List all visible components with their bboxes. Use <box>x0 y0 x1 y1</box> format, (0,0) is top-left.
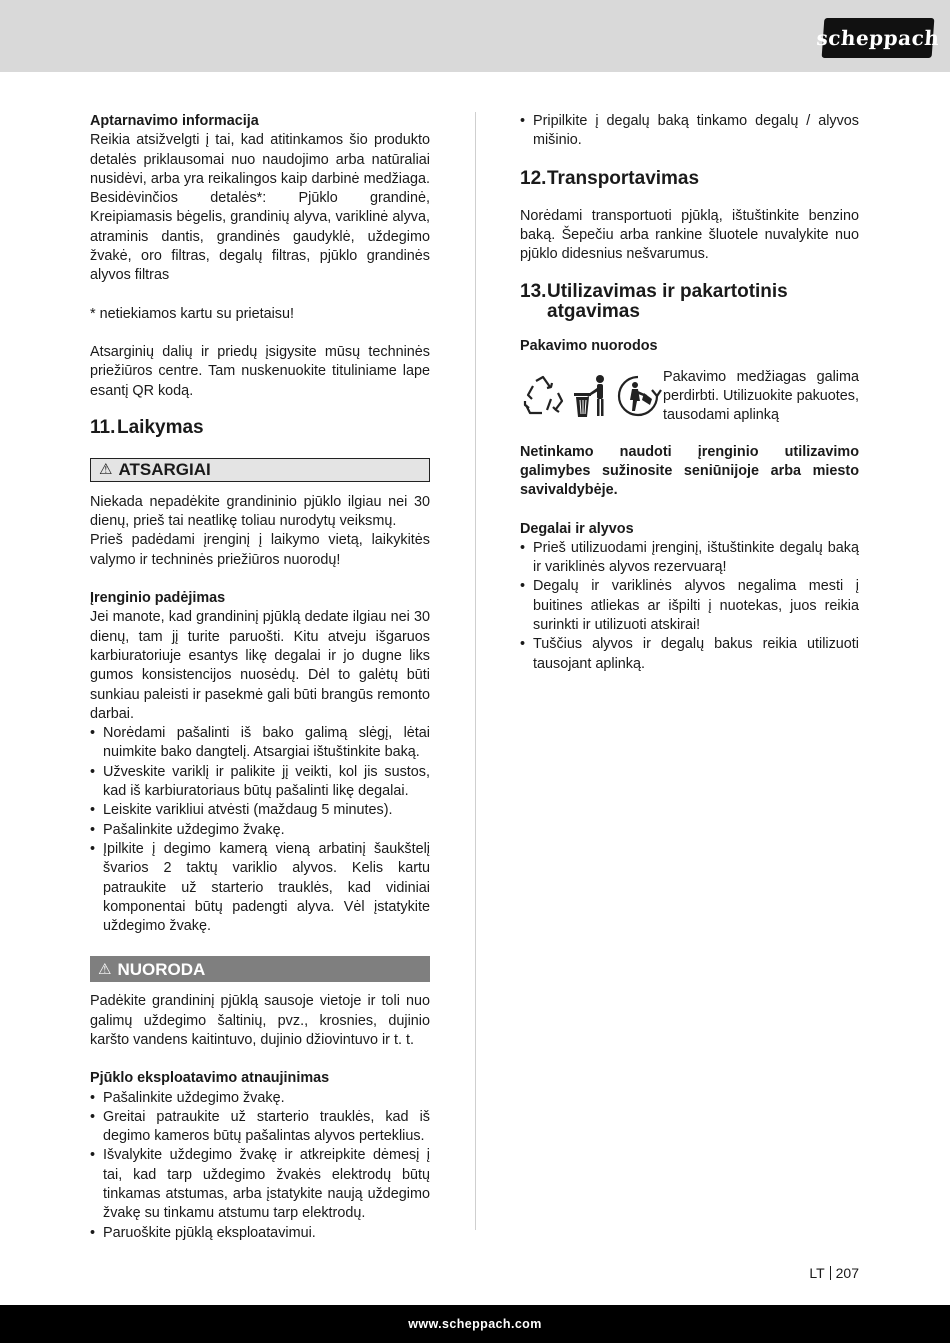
section-12-heading <box>520 169 859 189</box>
list-item: • Užveskite variklį ir palikite jį veikti, kol jis sustos, kad iš karbiuratoriaus būtų pašalinti likę degalai. <box>90 763 430 802</box>
language-code: LT <box>809 1265 825 1281</box>
note-box <box>90 956 430 982</box>
storage-text: Jei manote, kad grandininį pjūklą dedate ilgiau nei 30 dienų, tam jį turite paruošti. Kitu atveju išgaruos karbiuratoriuje esantys likę degalai ir jo dugne liks gumos konsistencijos nuosėdų. Dėl to galėtų būti sunkiau paleisti ir pasekmė gali būti brangūs remonto darbai. <box>90 609 430 722</box>
page-number <box>780 1265 859 1281</box>
list-item: • Degalų ir variklinės alyvos negalima mesti į buitines atliekas ar išpilti į nuotekas, juos reikia surinkti ir utilizuoti atskirai! <box>520 577 859 635</box>
section-title: Utilizavimas ir pakartotinis atgavimas <box>547 281 788 323</box>
list-item: • Norėdami pašalinti iš bako galimą slėgį, lėtai nuimkite bako dangtelį. Atsargiai ištuštinkite baką. <box>90 724 430 763</box>
spare-parts-text: Atsarginių dalių ir priedų įsigysite mūsų techninės priežiūros centre. Tam nuskenuokite tituliniame lape esantį QR kodą. <box>90 343 430 399</box>
page-number-value: 207 <box>835 1265 859 1281</box>
warning-triangle-icon: ⚠ <box>99 461 113 479</box>
fuel-heading: Degalai ir alyvos <box>520 520 634 537</box>
packaging-row <box>520 368 859 426</box>
packaging-heading: Pakavimo nuorodos <box>520 338 658 355</box>
caution-text-2: Prieš padėdami įrenginį į laikymo vietą, laikykitės valymo ir techninės priežiūros nuorodų! <box>90 532 430 568</box>
recommission-heading: Pjūklo eksploatavimo atnaujinimas <box>90 1070 330 1087</box>
warning-triangle-icon: ⚠ <box>98 960 112 978</box>
service-heading: Aptarnavimo informacija <box>90 113 259 129</box>
packaging-icons <box>520 372 663 420</box>
recommission-steps-list <box>90 1089 430 1243</box>
right-column <box>520 112 859 674</box>
list-item: • Pašalinkite uždegimo žvakę. <box>90 1089 430 1108</box>
left-column <box>90 112 430 1243</box>
section-title: Transportavimas <box>547 167 700 189</box>
storage-heading: Įrenginio padėjimas <box>90 590 226 607</box>
section-number: 11. <box>90 416 116 438</box>
disposal-info: Netinkamo naudoti įrenginio utilizavimo galimybes sužinosite seniūnijoje arba miesto savivaldybėje. <box>520 443 859 499</box>
list-item: • Leiskite varikliui atvėsti (maždaug 5 minutes). <box>90 801 430 820</box>
recycle-icon <box>520 373 566 419</box>
section-number: 13. <box>520 281 547 303</box>
list-item: • Tuščius alyvos ir degalų bakus reikia utilizuoti tausojant aplinką. <box>520 635 859 674</box>
website-link[interactable]: www.scheppach.com <box>408 1317 542 1331</box>
header-bar <box>0 0 950 72</box>
caution-label: ATSARGIAI <box>118 460 211 480</box>
packaging-text: Pakavimo medžiagas galima perdirbti. Utilizuokite pakuotes, tausodami aplinką <box>663 368 859 424</box>
list-item: • Įpilkite į degimo kamerą vieną arbatinį šaukštelį švarios 2 taktų variklio alyvos. Kelis kartu patraukite už starterio trauklės, kad vidiniai komponentai būtų padengti alyva. Vėl įstatykite uždegimo žvakę. <box>90 840 430 936</box>
fuel-steps-list <box>520 539 859 674</box>
list-item: • Greitai patraukite už starterio trauklės, kad iš degimo kameros būtų pašalintas alyvos perteklius. <box>90 1108 430 1147</box>
storage-steps-list <box>90 724 430 936</box>
footer-bar <box>0 1305 950 1343</box>
transport-text: Norėdami transportuoti pjūklą, ištuštinkite benzino baką. Šepečiu arba rankine šluotele nuvalykite nuo pjūklo didesnius nešvarumus. <box>520 207 859 263</box>
section-11-heading <box>90 418 430 438</box>
list-item: • Paruoškite pjūklą eksploatavimui. <box>90 1224 430 1243</box>
note-label: NUORODA <box>117 959 206 979</box>
fill-step-list <box>520 112 859 151</box>
trash-bin-icon <box>570 373 610 419</box>
list-item: • Pašalinkite uždegimo žvakę. <box>90 821 430 840</box>
not-included-note: * netiekiamos kartu su prietaisu! <box>90 305 294 322</box>
scheppach-logo: scheppach <box>822 18 935 58</box>
list-item: • Prieš utilizuodami įrenginį, ištuštinkite degalų baką ir variklinės alyvos rezervuarą! <box>520 539 859 578</box>
list-item: • Išvalykite uždegimo žvakę ir atkreipkite dėmesį į tai, kad tarp uždegimo žvakės elektrodų būtų tinkamas atstumas, arba įstatykite naują uždegimo žvakę su tinkamu atstumu tarp elektrodų. <box>90 1146 430 1223</box>
section-title: Laikymas <box>117 416 204 438</box>
section-13-heading <box>520 282 859 322</box>
list-item: • Pripilkite į degalų baką tinkamo degalų / alyvos mišinio. <box>520 112 859 151</box>
section-number: 12. <box>520 167 547 189</box>
column-divider <box>475 112 476 1230</box>
service-text: Reikia atsižvelgti į tai, kad atitinkamos šio produkto detalės priklausomai nuo naudojimo arba natūraliai nusidėvi, arba yra reikalingos kaip darbinė medžiaga. Besidėvinčios detalės*: Pjūklo grandinė, Kreipiamasis bėgelis, grandinių alyva, variklinė alyva, atraminis dantis, grandinės gaudyklė, uždegimo žvakė, oro filtras, degalų filtras, pjūklo grandinės alyvos filtras <box>90 132 430 284</box>
caution-box <box>90 458 430 482</box>
green-dot-icon <box>614 373 662 419</box>
caution-text-1: Niekada nepadėkite grandininio pjūklo ilgiau nei 30 dienų, prieš tai neatlikę toliau nurodytų veiksmų. <box>90 493 430 530</box>
note-text: Padėkite grandininį pjūklą sausoje vietoje ir toli nuo galimų uždegimo šaltinių, pvz., krosnies, dujinio karšto vandens kaitintuvo, dujinio džiovintuvo ir t. t. <box>90 993 430 1048</box>
